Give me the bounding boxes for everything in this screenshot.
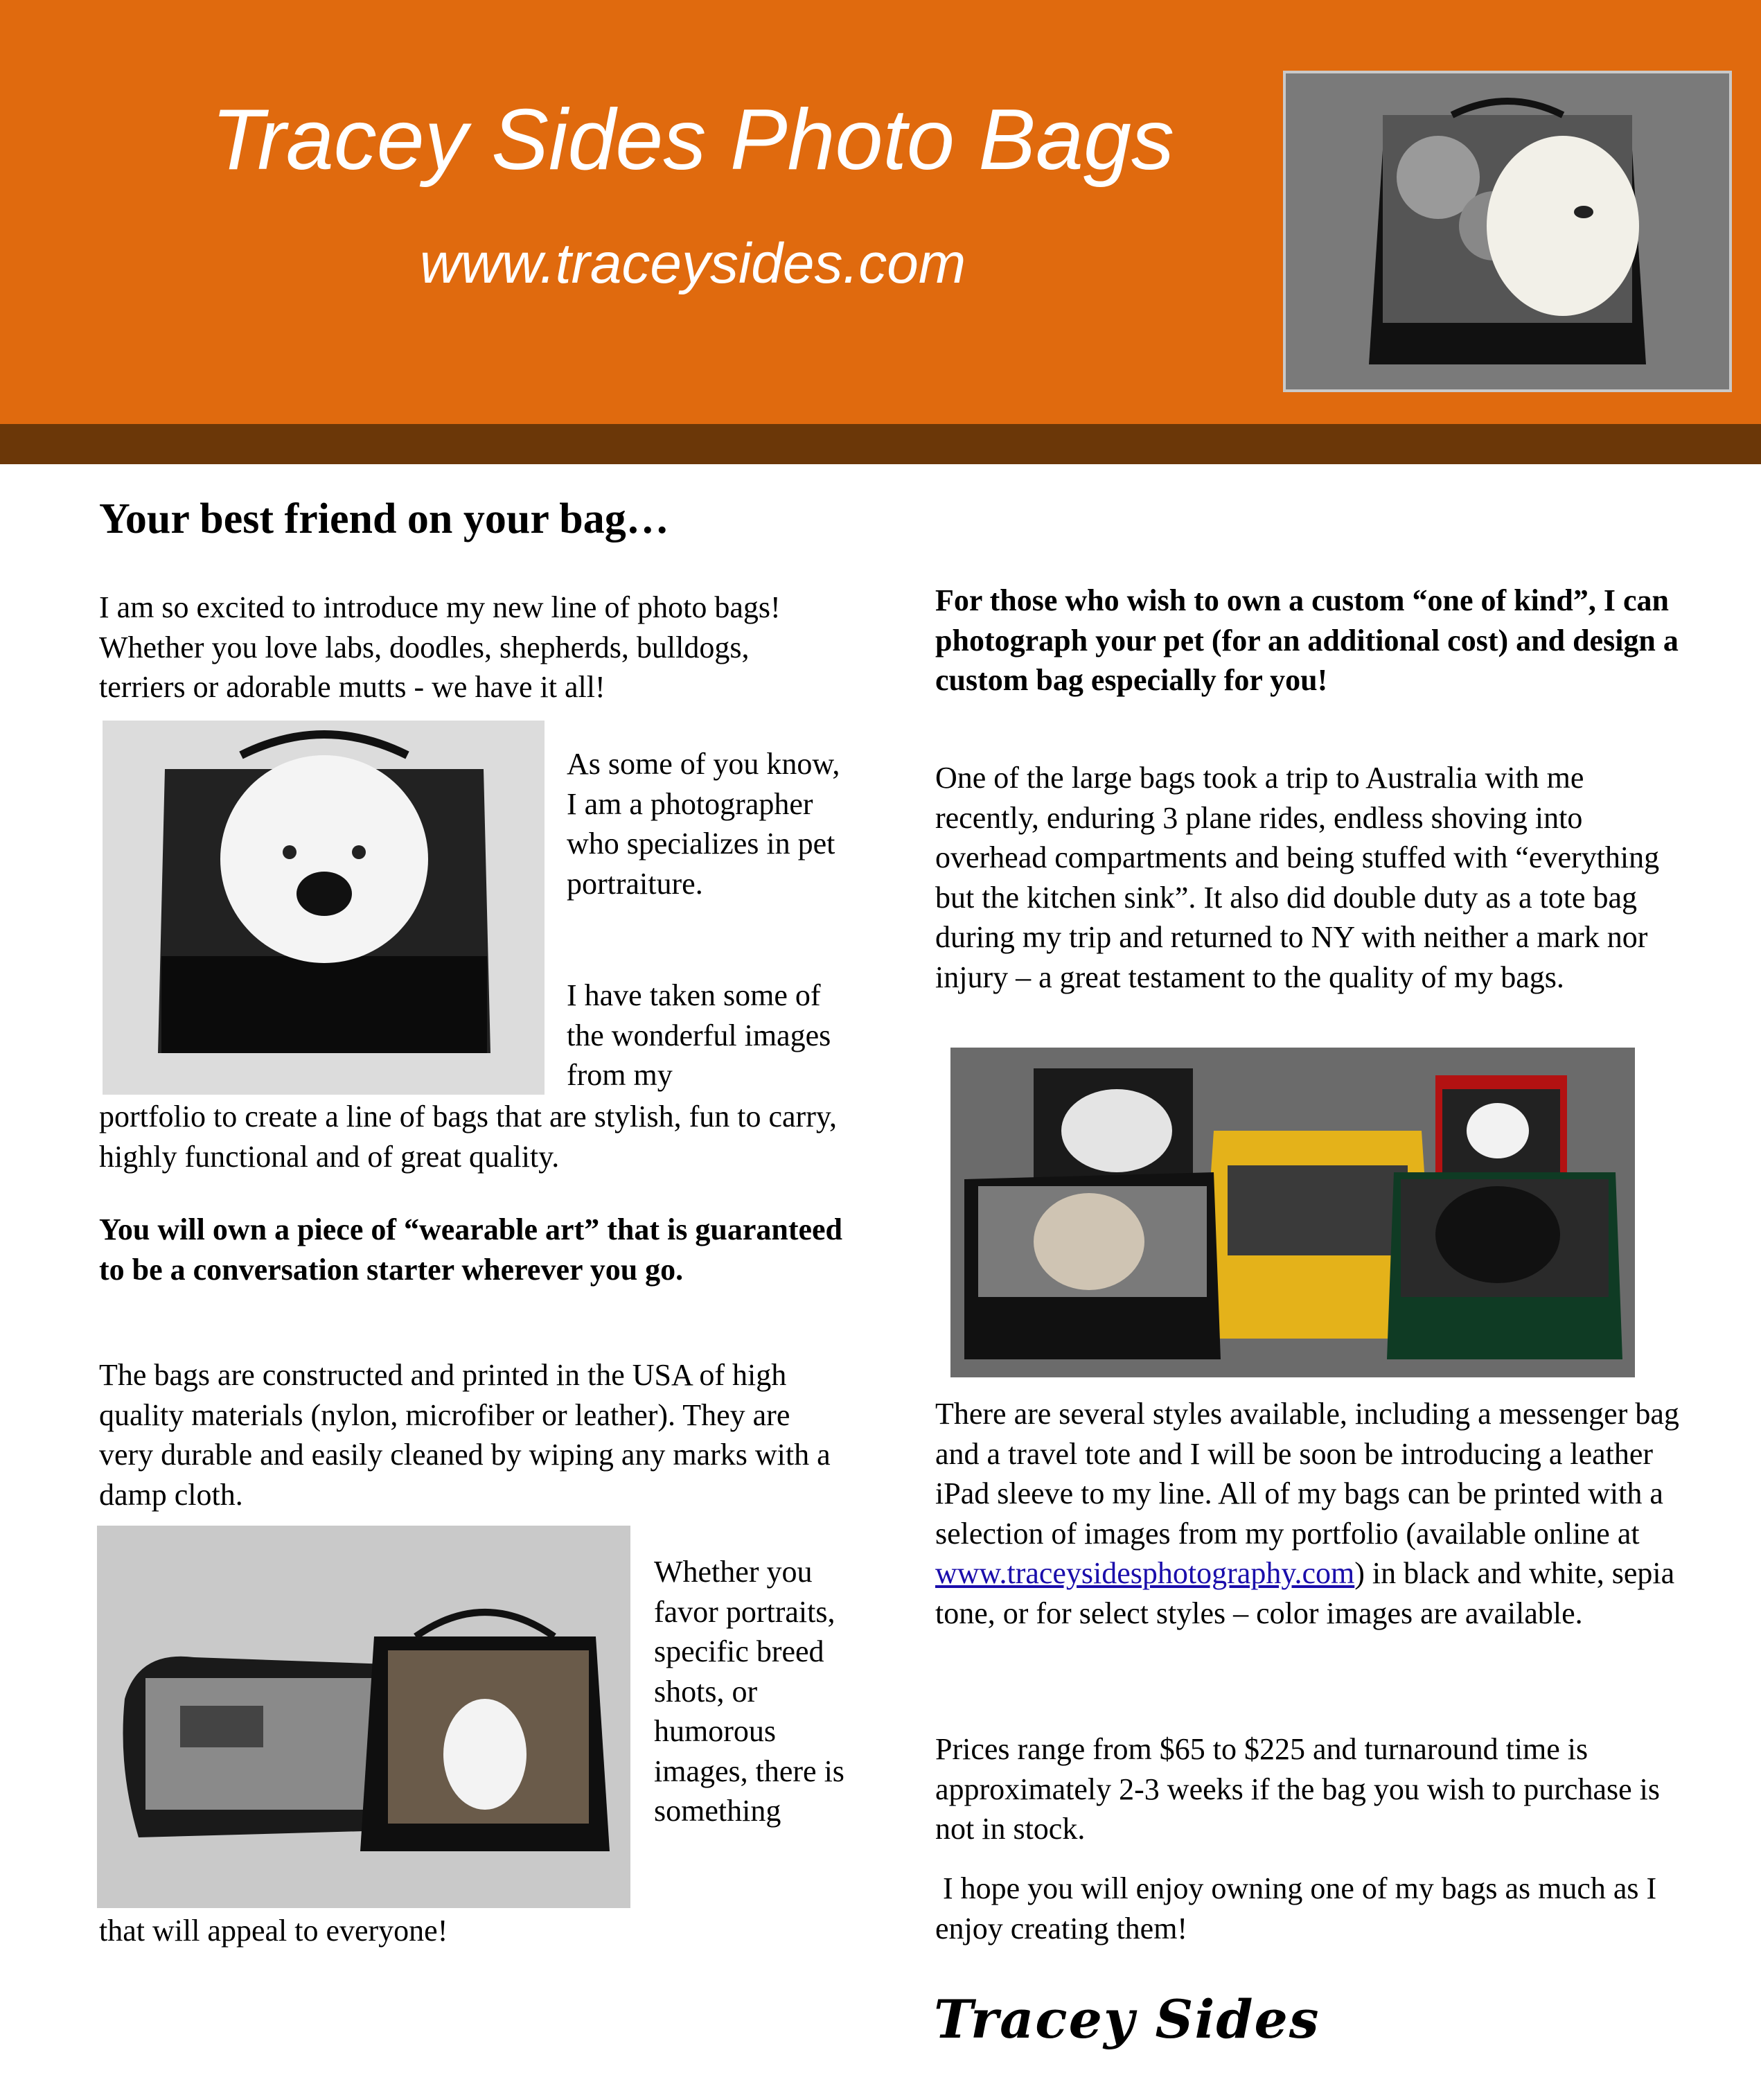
page-title: Tracey Sides Photo Bags	[211, 92, 1174, 188]
styles-text-part-1: There are several styles available, including a messenger bag and a travel tote and I will be soon be introducing a leather iPad sleeve to my line. All of my bags can be printed with a selection of images from my portfolio (available online at	[935, 1397, 1679, 1551]
portfolio-website-link[interactable]: www.traceysidesphotography.com	[935, 1556, 1355, 1590]
intro-paragraph: I am so excited to introduce my new line of photo bags! Whether you love labs, doodles, shepherds, bulldogs, terriers or adorable mutts - we have it all!	[99, 590, 781, 704]
portfolio-paragraph: portfolio to create a line of bags that are stylish, fun to carry, highly functional and of great quality.	[99, 1100, 838, 1174]
purse-and-tote-photo	[97, 1526, 630, 1908]
beside-photo-text-1: As some of you know, I am a photographer who specializes in pet portraiture.	[567, 747, 840, 901]
australia-paragraph: One of the large bags took a trip to Australia with me recently, enduring 3 plane rides, endless shoving into overhead compartments and being stuffed with “everything but the kitchen sink”. It also did double duty as a tote bag during my trip and returned to NY with neither a mark nor injury – a great testament to the quality of my bags.	[935, 761, 1660, 994]
wearable-art-statement: You will own a piece of “wearable art” that is guaranteed to be a conversation starter wherever you go.	[99, 1212, 843, 1287]
styles-paragraph	[935, 1394, 1683, 1633]
styles-text-part-2: ) in black and white, sepia tone, or for select styles – color images are available.	[935, 1556, 1675, 1630]
beside-photo-text-2: I have taken some of the wonderful images from my	[567, 978, 831, 1092]
header-bag-photo	[1283, 71, 1732, 392]
header-divider-band	[0, 424, 1761, 464]
custom-bag-offer: For those who wish to own a custom “one of kind”, I can photograph your pet (for an additional cost) and design a custom bag especially for you!	[935, 583, 1679, 697]
website-address: www.traceysides.com	[419, 232, 966, 295]
section-heading: Your best friend on your bag…	[99, 495, 669, 542]
prices-paragraph: Prices range from $65 to $225 and turnaround time is approximately 2-3 weeks if the bag you wish to purchase is not in stock.	[935, 1732, 1660, 1846]
closing-line: that will appeal to everyone!	[99, 1914, 448, 1948]
bag-collection-photo	[950, 1048, 1635, 1377]
materials-paragraph: The bags are constructed and printed in the USA of high quality materials (nylon, microfiber or leather). They are very durable and easily cleaned by wiping any marks with a damp cloth.	[99, 1358, 831, 1512]
signature: Tracey Sides	[934, 1988, 1320, 2050]
beside-photo-text-3: Whether you favor portraits, specific breed shots, or humorous images, there is something	[654, 1555, 844, 1828]
doodle-bag-photo	[103, 721, 545, 1095]
hope-paragraph: I hope you will enjoy owning one of my bags as much as I enjoy creating them!	[935, 1871, 1665, 1945]
